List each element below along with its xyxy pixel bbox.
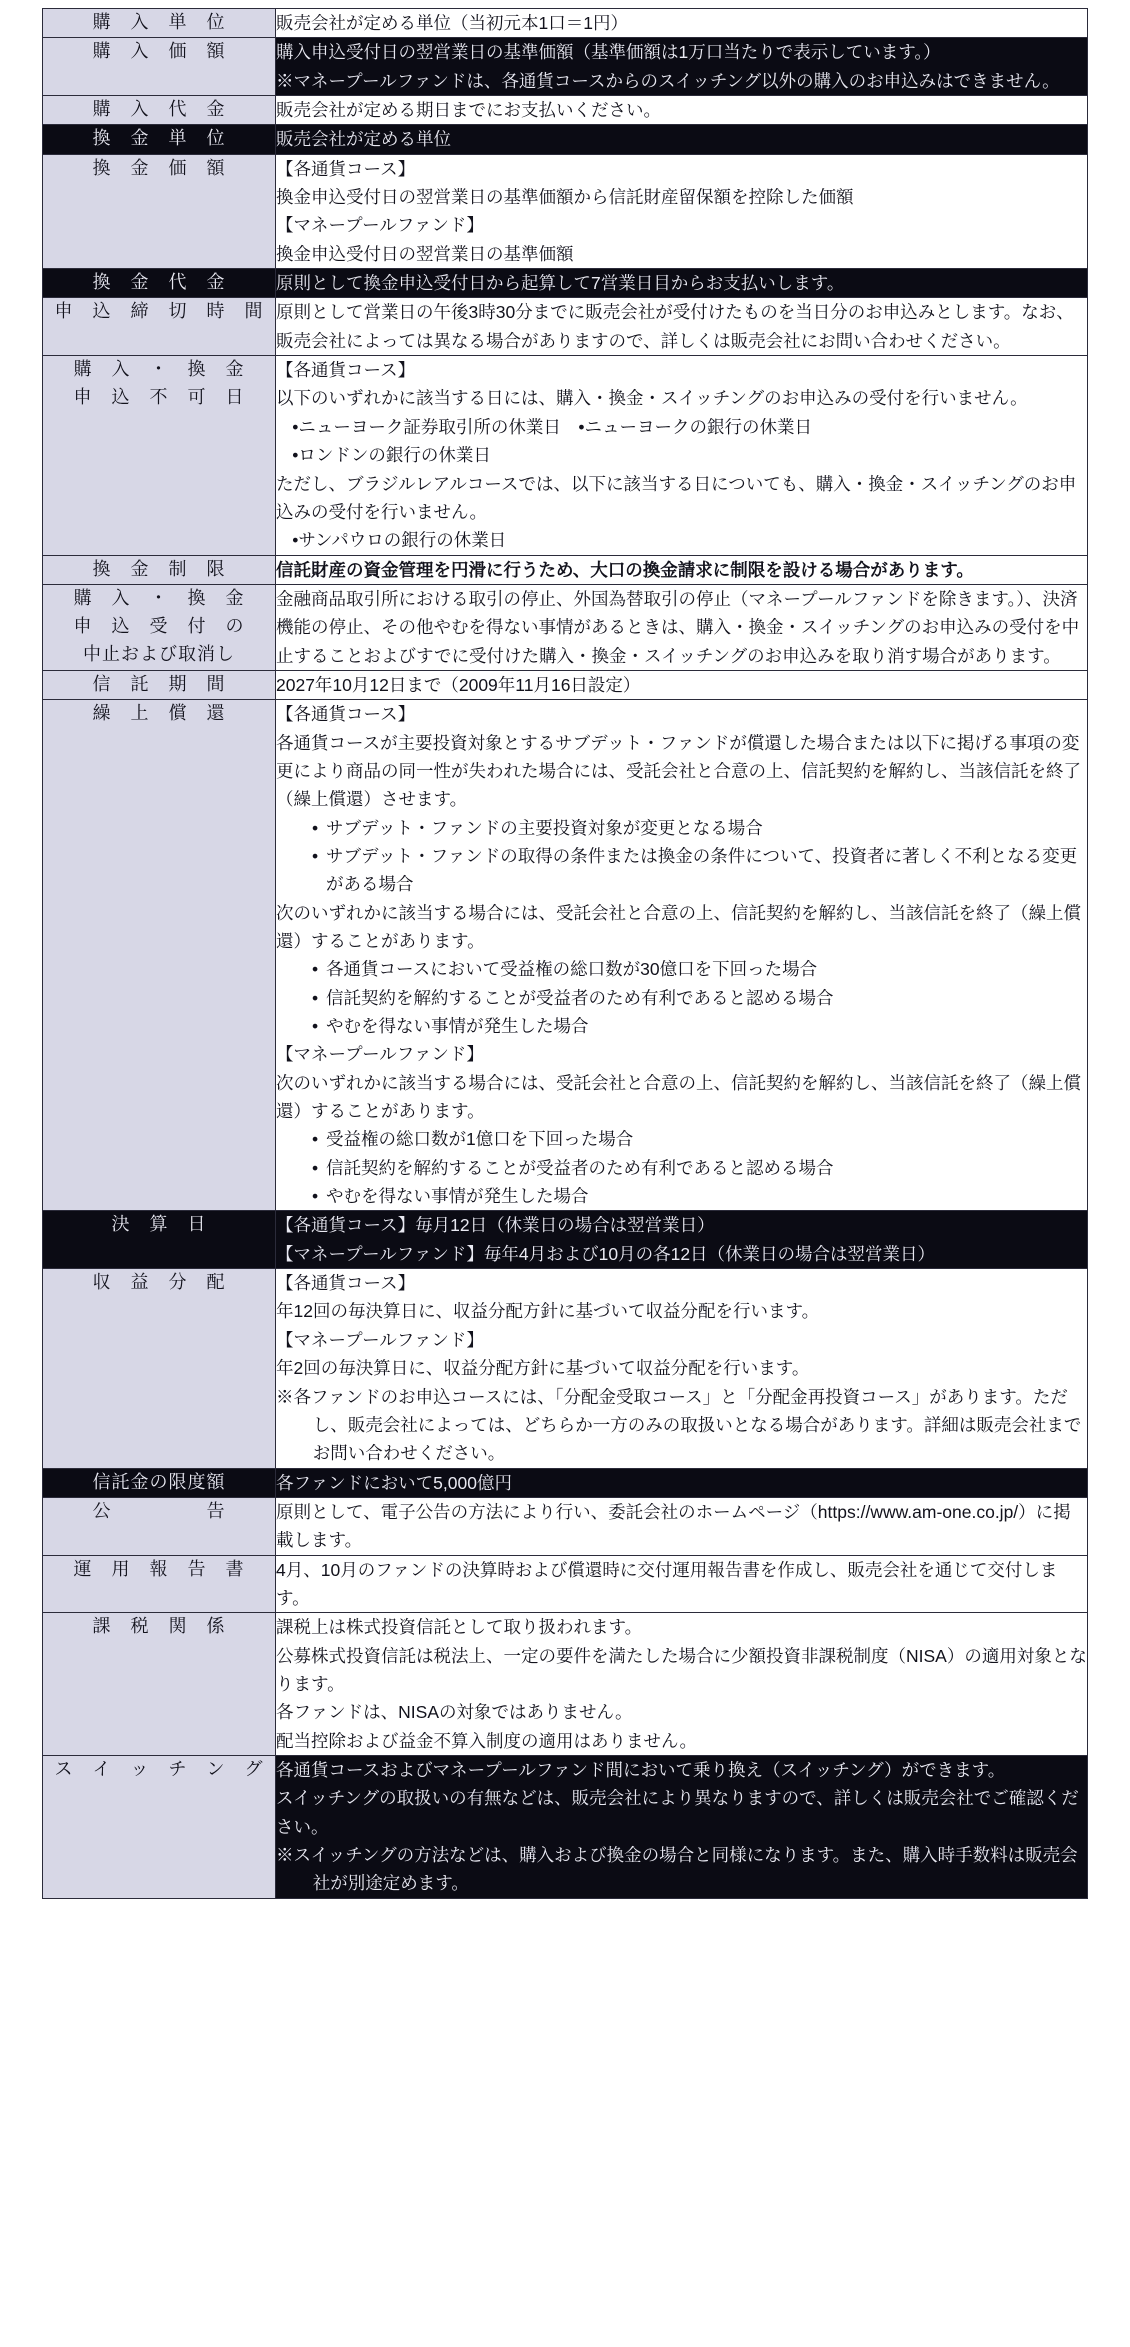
row-content <box>276 125 1088 154</box>
table-row <box>43 298 1088 356</box>
content-line: 以下のいずれかに該当する日には、購入・換金・スイッチングのお申込みの受付を行いません。 <box>276 388 1028 409</box>
row-content <box>276 700 1088 1211</box>
content-line: • 信託契約を解約することが受益者のため有利であると認める場合 <box>312 1154 1087 1182</box>
row-label <box>43 38 276 96</box>
row-label-line: 信託金の限度額 <box>92 1471 226 1492</box>
row-label <box>43 9 276 38</box>
content-line: 【各通貨コース】毎月12日（休業日の場合は翌営業日） <box>276 1215 715 1236</box>
row-content <box>276 1497 1088 1555</box>
content-line: •ニューヨーク証券取引所の休業日 •ニューヨークの銀行の休業日 <box>292 416 813 437</box>
row-content <box>276 269 1088 298</box>
content-line: 換金申込受付日の翌営業日の基準価額 <box>276 243 574 264</box>
content-line: 年12回の毎決算日に、収益分配方針に基づいて収益分配を行います。 <box>276 1301 820 1322</box>
table-row <box>43 700 1088 1211</box>
row-label <box>43 1211 276 1269</box>
table-row <box>43 96 1088 125</box>
table-row <box>43 125 1088 154</box>
content-line: ※スイッチングの方法などは、購入および換金の場合と同様になります。また、購入時手数料は販売会社が別途定めます。 <box>276 1845 1078 1894</box>
table-row <box>43 555 1088 584</box>
content-line: 各ファンドは、NISAの対象ではありません。 <box>276 1702 633 1723</box>
content-line: • サブデット・ファンドの取得の条件または換金の条件について、投資者に著しく不利となる変更がある場合 <box>312 842 1087 899</box>
table-row <box>43 1269 1088 1468</box>
content-line: 【マネープールファンド】 <box>276 1044 484 1065</box>
row-label-line: 換 金 単 位 <box>92 128 226 149</box>
row-content <box>276 96 1088 125</box>
row-content <box>276 1555 1088 1613</box>
row-label-line: 購 入 ・ 換 金 <box>73 587 245 608</box>
row-label-line: 申 込 締 切 時 間 <box>54 301 264 322</box>
row-label <box>43 269 276 298</box>
row-content <box>276 1269 1088 1468</box>
table-row <box>43 1497 1088 1555</box>
row-content <box>276 670 1088 699</box>
content-line: ※マネープールファンドは、各通貨コースからのスイッチング以外の購入のお申込みはできません。 <box>276 70 1060 91</box>
content-line: 【各通貨コース】 <box>276 1273 416 1294</box>
content-line: 原則として換金申込受付日から起算して7営業日目からお支払いします。 <box>276 273 845 294</box>
content-line: 次のいずれかに該当する場合には、受託会社と合意の上、信託契約を解約し、当該信託を終了（繰上償還）することがあります。 <box>276 1072 1081 1122</box>
content-line: 各ファンドにおいて5,000億円 <box>276 1472 512 1493</box>
content-line: • 信託契約を解約することが受益者のため有利であると認める場合 <box>312 984 1087 1012</box>
table-row <box>43 9 1088 38</box>
row-content <box>276 555 1088 584</box>
row-label <box>43 584 276 670</box>
content-line: 金融商品取引所における取引の停止、外国為替取引の停止（マネープールファンドを除きます。）、決済機能の停止、その他やむを得ない事情があるときは、購入・換金・スイッチングのお申込みの受付を中止することおよびすでに受付けた購入・換金・スイッチングのお申込みを取り消す場合があります。 <box>276 588 1080 666</box>
row-label <box>43 356 276 555</box>
content-line: 4月、10月のファンドの決算時および償還時に交付運用報告書を作成し、販売会社を通じて交付します。 <box>276 1559 1058 1608</box>
row-label-line: 信 託 期 間 <box>92 673 226 694</box>
content-line: 販売会社が定める単位 <box>276 129 451 150</box>
content-line: • やむを得ない事情が発生した場合 <box>312 1182 1087 1210</box>
content-line: ただし、ブラジルレアルコースでは、以下に該当する日についても、購入・換金・スイッチングのお申込みの受付を行いません。 <box>276 473 1077 522</box>
row-content <box>276 9 1088 38</box>
table-row <box>43 1613 1088 1756</box>
content-line: 課税上は株式投資信託として取り扱われます。 <box>276 1617 643 1638</box>
fund-terms-body <box>43 9 1088 1899</box>
content-line: 【各通貨コース】 <box>276 158 416 179</box>
content-line: 2027年10月12日まで（2009年11月16日設定） <box>276 674 641 695</box>
content-line: 購入申込受付日の翌営業日の基準価額（基準価額は1万口当たりで表示しています。） <box>276 42 941 63</box>
row-label-line: 収 益 分 配 <box>92 1272 226 1293</box>
row-label <box>43 670 276 699</box>
content-line: • サブデット・ファンドの主要投資対象が変更となる場合 <box>312 814 1087 842</box>
row-content <box>276 154 1088 268</box>
row-content <box>276 584 1088 670</box>
content-line: 信託財産の資金管理を円滑に行うため、大口の換金請求に制限を設ける場合があります。 <box>276 559 974 580</box>
row-content <box>276 38 1088 96</box>
table-row <box>43 154 1088 268</box>
row-label-line: 購 入 価 額 <box>92 41 226 62</box>
content-line: 配当控除および益金不算入制度の適用はありません。 <box>276 1730 698 1751</box>
content-line: 原則として、電子公告の方法により行い、委託会社のホームページ（https://www.am-one.co.jp/）に掲載します。 <box>276 1501 1071 1551</box>
table-row <box>43 269 1088 298</box>
row-label <box>43 125 276 154</box>
table-row <box>43 1211 1088 1269</box>
row-label <box>43 1555 276 1613</box>
row-label-line: 公 告 <box>92 1500 226 1521</box>
row-label-line: 中止および取消し <box>83 643 235 664</box>
content-line: • 各通貨コースにおいて受益権の総口数が30億口を下回った場合 <box>312 955 1087 983</box>
row-content <box>276 1613 1088 1756</box>
table-row <box>43 584 1088 670</box>
content-line: 販売会社が定める期日までにお支払いください。 <box>276 100 661 121</box>
row-label <box>43 1613 276 1756</box>
row-label <box>43 1468 276 1497</box>
content-line: 【各通貨コース】 <box>276 360 416 381</box>
content-line: • 受益権の総口数が1億口を下回った場合 <box>312 1125 1087 1153</box>
row-label <box>43 700 276 1211</box>
table-row <box>43 356 1088 555</box>
row-label-line: 購 入 代 金 <box>92 99 226 120</box>
row-label <box>43 154 276 268</box>
row-content <box>276 298 1088 356</box>
row-label-line: 換 金 価 額 <box>92 157 226 178</box>
row-label <box>43 1269 276 1468</box>
row-content <box>276 1468 1088 1497</box>
row-label-line: 換 金 代 金 <box>92 272 226 293</box>
row-label-line: 申 込 受 付 の <box>73 615 245 636</box>
table-row <box>43 1755 1088 1898</box>
row-label-line: 課 税 関 係 <box>92 1616 226 1637</box>
row-content <box>276 356 1088 555</box>
content-line: 年2回の毎決算日に、収益分配方針に基づいて収益分配を行います。 <box>276 1358 810 1379</box>
row-label-line: 購 入 ・ 換 金 <box>73 359 245 380</box>
fund-terms-table <box>42 8 1088 1899</box>
content-line: スイッチングの取扱いの有無などは、販売会社により異なりますので、詳しくは販売会社でご確認ください。 <box>276 1788 1079 1837</box>
content-line: •サンパウロの銀行の休業日 <box>292 530 507 551</box>
content-line: 各通貨コースが主要投資対象とするサブデット・ファンドが償還した場合または以下に掲げる事項の変更により商品の同一性が失われた場合には、受託会社と合意の上、信託契約を解約し、当該信託を終了（繰上償還）させます。 <box>276 732 1081 810</box>
content-line: 換金申込受付日の翌営業日の基準価額から信託財産留保額を控除した価額 <box>276 187 854 208</box>
row-label-line: 運 用 報 告 書 <box>73 1558 245 1579</box>
content-line: 【各通貨コース】 <box>276 704 416 725</box>
content-line: •ロンドンの銀行の休業日 <box>292 445 491 466</box>
content-line: 原則として営業日の午後3時30分までに販売会社が受付けたものを当日分のお申込みとします。なお、販売会社によっては異なる場合がありますので、詳しくは販売会社にお問い合わせください。 <box>276 302 1074 351</box>
content-line: 各通貨コースおよびマネープールファンド間において乗り換え（スイッチング）ができます。 <box>276 1759 1006 1780</box>
row-label <box>43 96 276 125</box>
row-label <box>43 298 276 356</box>
row-label-line: 購 入 単 位 <box>92 12 226 32</box>
row-label <box>43 1497 276 1555</box>
content-line: 販売会社が定める単位（当初元本1口＝1円） <box>276 13 628 33</box>
row-label <box>43 555 276 584</box>
row-label-line: 申 込 不 可 日 <box>73 387 245 408</box>
content-line: 次のいずれかに該当する場合には、受託会社と合意の上、信託契約を解約し、当該信託を終了（繰上償還）することがあります。 <box>276 902 1081 951</box>
row-label-line: ス イ ッ チ ン グ <box>54 1758 264 1779</box>
table-row <box>43 1555 1088 1613</box>
row-label-line: 決 算 日 <box>111 1214 207 1235</box>
content-line: • やむを得ない事情が発生した場合 <box>312 1012 1087 1040</box>
content-line: 【マネープールファンド】 <box>276 215 484 236</box>
table-row <box>43 670 1088 699</box>
row-label-line: 繰 上 償 還 <box>92 703 226 724</box>
row-label <box>43 1755 276 1898</box>
table-row <box>43 38 1088 96</box>
content-line: 【マネープールファンド】毎年4月および10月の各12日（休業日の場合は翌営業日） <box>276 1243 936 1264</box>
row-content <box>276 1211 1088 1269</box>
content-line: 公募株式投資信託は税法上、一定の要件を満たした場合に少額投資非課税制度（NISA）の適用対象となります。 <box>276 1645 1087 1694</box>
content-line: ※各ファンドのお申込コースには、「分配金受取コース」と「分配金再投資コース」があります。ただし、販売会社によっては、どちらか一方のみの取扱いとなる場合があります。詳細は販売会社までお問い合わせください。 <box>276 1386 1082 1464</box>
row-content <box>276 1755 1088 1898</box>
content-line: 【マネープールファンド】 <box>276 1329 484 1350</box>
row-label-line: 換 金 制 限 <box>92 558 226 579</box>
table-row <box>43 1468 1088 1497</box>
